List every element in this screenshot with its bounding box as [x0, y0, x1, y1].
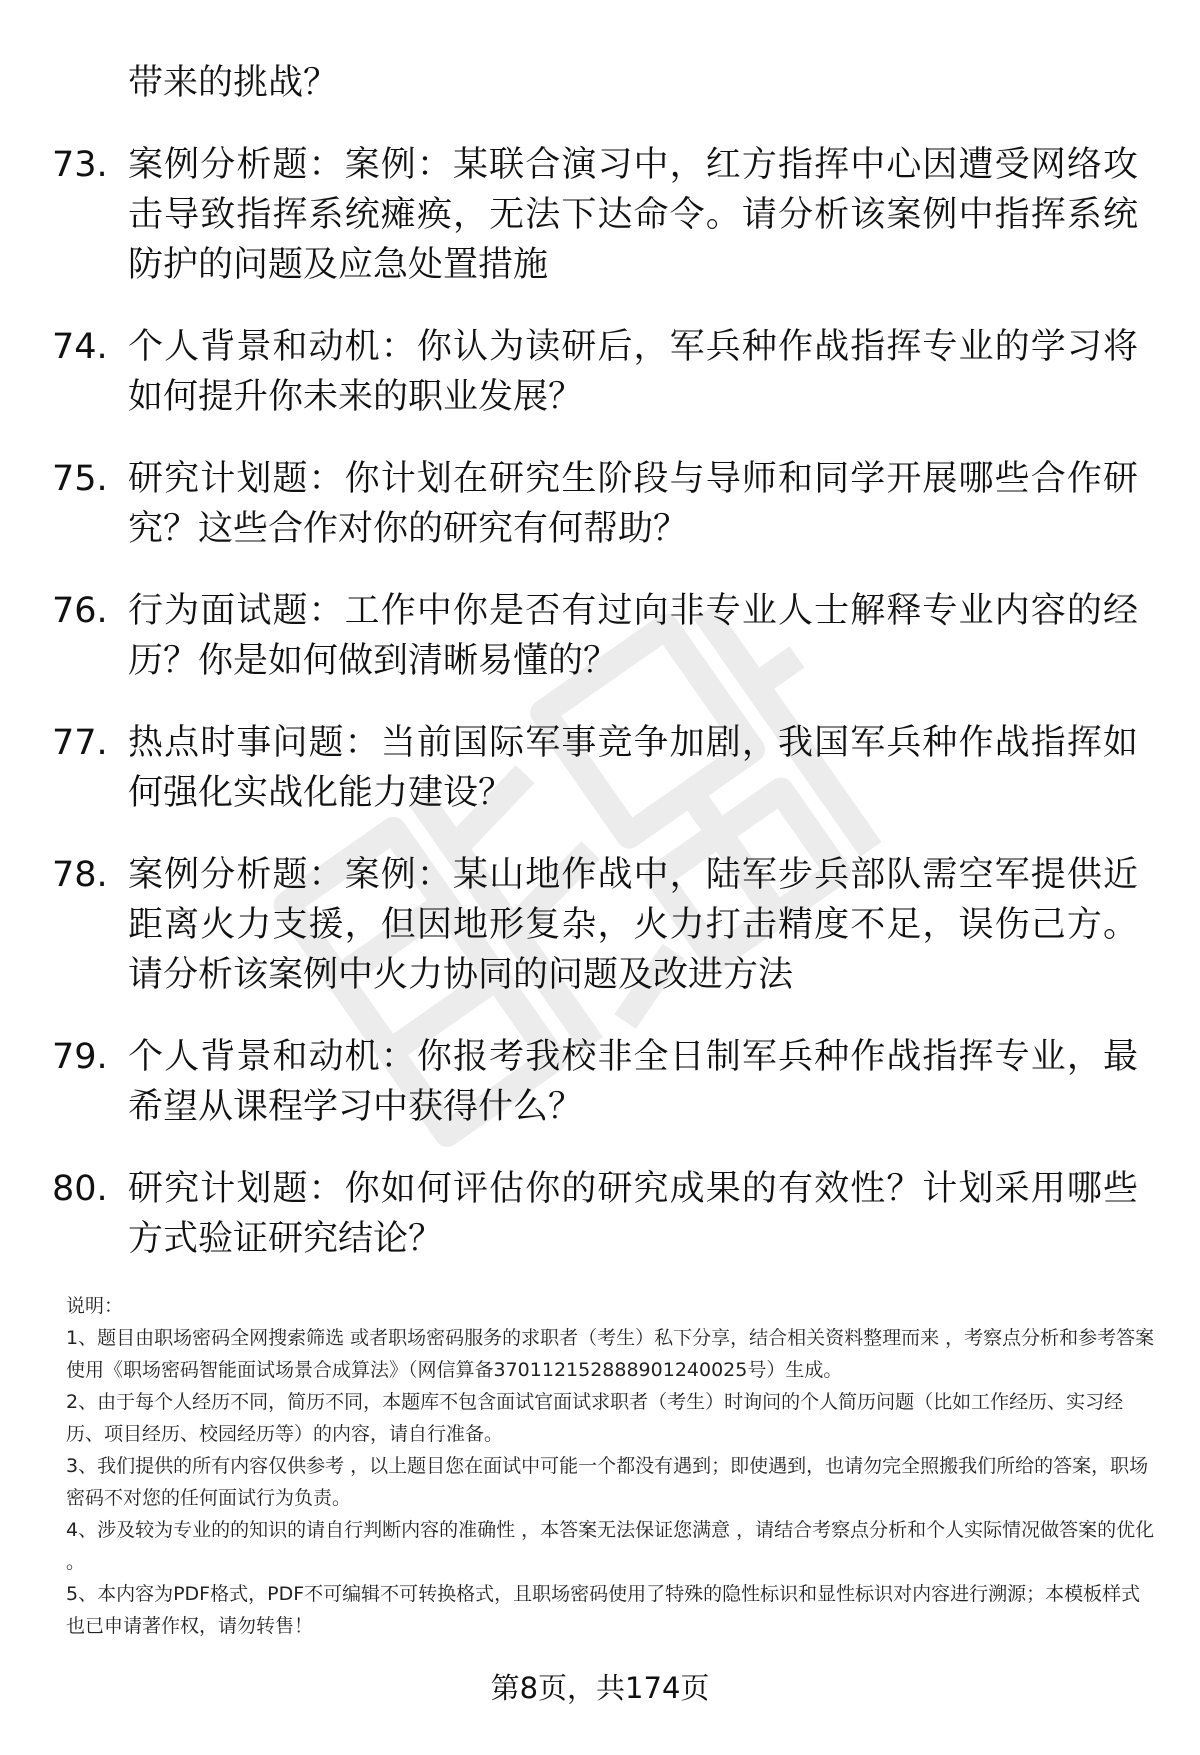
- question-number: 76.: [52, 591, 108, 631]
- question-text: 行为面试题：工作中你是否有过向非专业人士解释专业内容的经历？你是如何做到清晰易懂的？: [128, 591, 1138, 681]
- question-item: [0, 850, 1200, 1000]
- question-item: [0, 140, 1200, 290]
- question-text: 个人背景和动机：你认为读研后，军兵种作战指挥专业的学习将如何提升你未来的职业发展？: [128, 327, 1138, 417]
- question-number: 75.: [52, 459, 108, 499]
- question-text: 热点时事问题：当前国际军事竞争加剧，我国军兵种作战指挥如何强化实战化能力建设？: [128, 723, 1138, 813]
- question-text: 个人背景和动机：你报考我校非全日制军兵种作战指挥专业，最希望从课程学习中获得什么？: [128, 1037, 1138, 1127]
- note-item: 2、由于每个人经历不同，简历不同，本题库不包含面试官面试求职者（考生）时询问的个人简历问题（比如工作经历、实习经历、项目经历、校园经历等）的内容，请自行准备。: [66, 1391, 1124, 1445]
- question-list: [0, 140, 1200, 1296]
- page-number-footer: 第8页，共174页: [490, 1671, 710, 1705]
- question-item: [0, 718, 1200, 818]
- question-number: 73.: [52, 145, 108, 185]
- question-text: 研究计划题：你如何评估你的研究成果的有效性？计划采用哪些方式验证研究结论？: [128, 1169, 1138, 1259]
- question-number: 78.: [52, 855, 108, 895]
- question-text: 案例分析题：案例：某联合演习中，红方指挥中心因遭受网络攻击导致指挥系统瘫痪，无法下达命令。请分析该案例中指挥系统防护的问题及应急处置措施: [128, 145, 1138, 285]
- question-number: 74.: [52, 327, 108, 367]
- question-number: 80.: [52, 1169, 108, 1209]
- note-item: 1、题目由职场密码全网搜索筛选 或者职场密码服务的求职者（考生）私下分享，结合相关资料整理而来 ，考察点分析和参考答案使用《职场密码智能面试场景合成算法》（网信算备370112152888901240025号）生成。: [66, 1327, 1155, 1381]
- question-item: [0, 1164, 1200, 1264]
- question-number: 79.: [52, 1037, 108, 1077]
- note-item: 3、我们提供的所有内容仅供参考 ，以上题目您在面试中可能一个都没有遇到；即使遇到，也请勿完全照搬我们所给的答案，职场密码不对您的任何面试行为负责。: [66, 1455, 1149, 1509]
- question-number: 77.: [52, 723, 108, 763]
- question-item: [0, 1032, 1200, 1132]
- question-item: [0, 322, 1200, 422]
- note-item: 4、涉及较为专业的的知识的请自行判断内容的准确性 ，本答案无法保证您满意 ，请结合考察点分析和个人实际情况做答案的优化 。: [66, 1519, 1155, 1573]
- question-continuation-text: 带来的挑战？: [128, 63, 339, 103]
- question-text: 研究计划题：你计划在研究生阶段与导师和同学开展哪些合作研究？这些合作对你的研究有何帮助？: [128, 459, 1138, 549]
- notes-section: [66, 1290, 1156, 1642]
- notes-heading: 说明：: [66, 1295, 124, 1317]
- note-item: 5、本内容为PDF格式，PDF不可编辑不可转换格式，且职场密码使用了特殊的隐性标识和显性标识对内容进行溯源；本模板样式也已申请著作权，请勿转售！: [66, 1583, 1141, 1637]
- question-item: [0, 586, 1200, 686]
- question-item: [0, 454, 1200, 554]
- question-text: 案例分析题：案例：某山地作战中，陆军步兵部队需空军提供近距离火力支援，但因地形复杂，火力打击精度不足，误伤己方。请分析该案例中火力协同的问题及改进方法: [128, 855, 1138, 995]
